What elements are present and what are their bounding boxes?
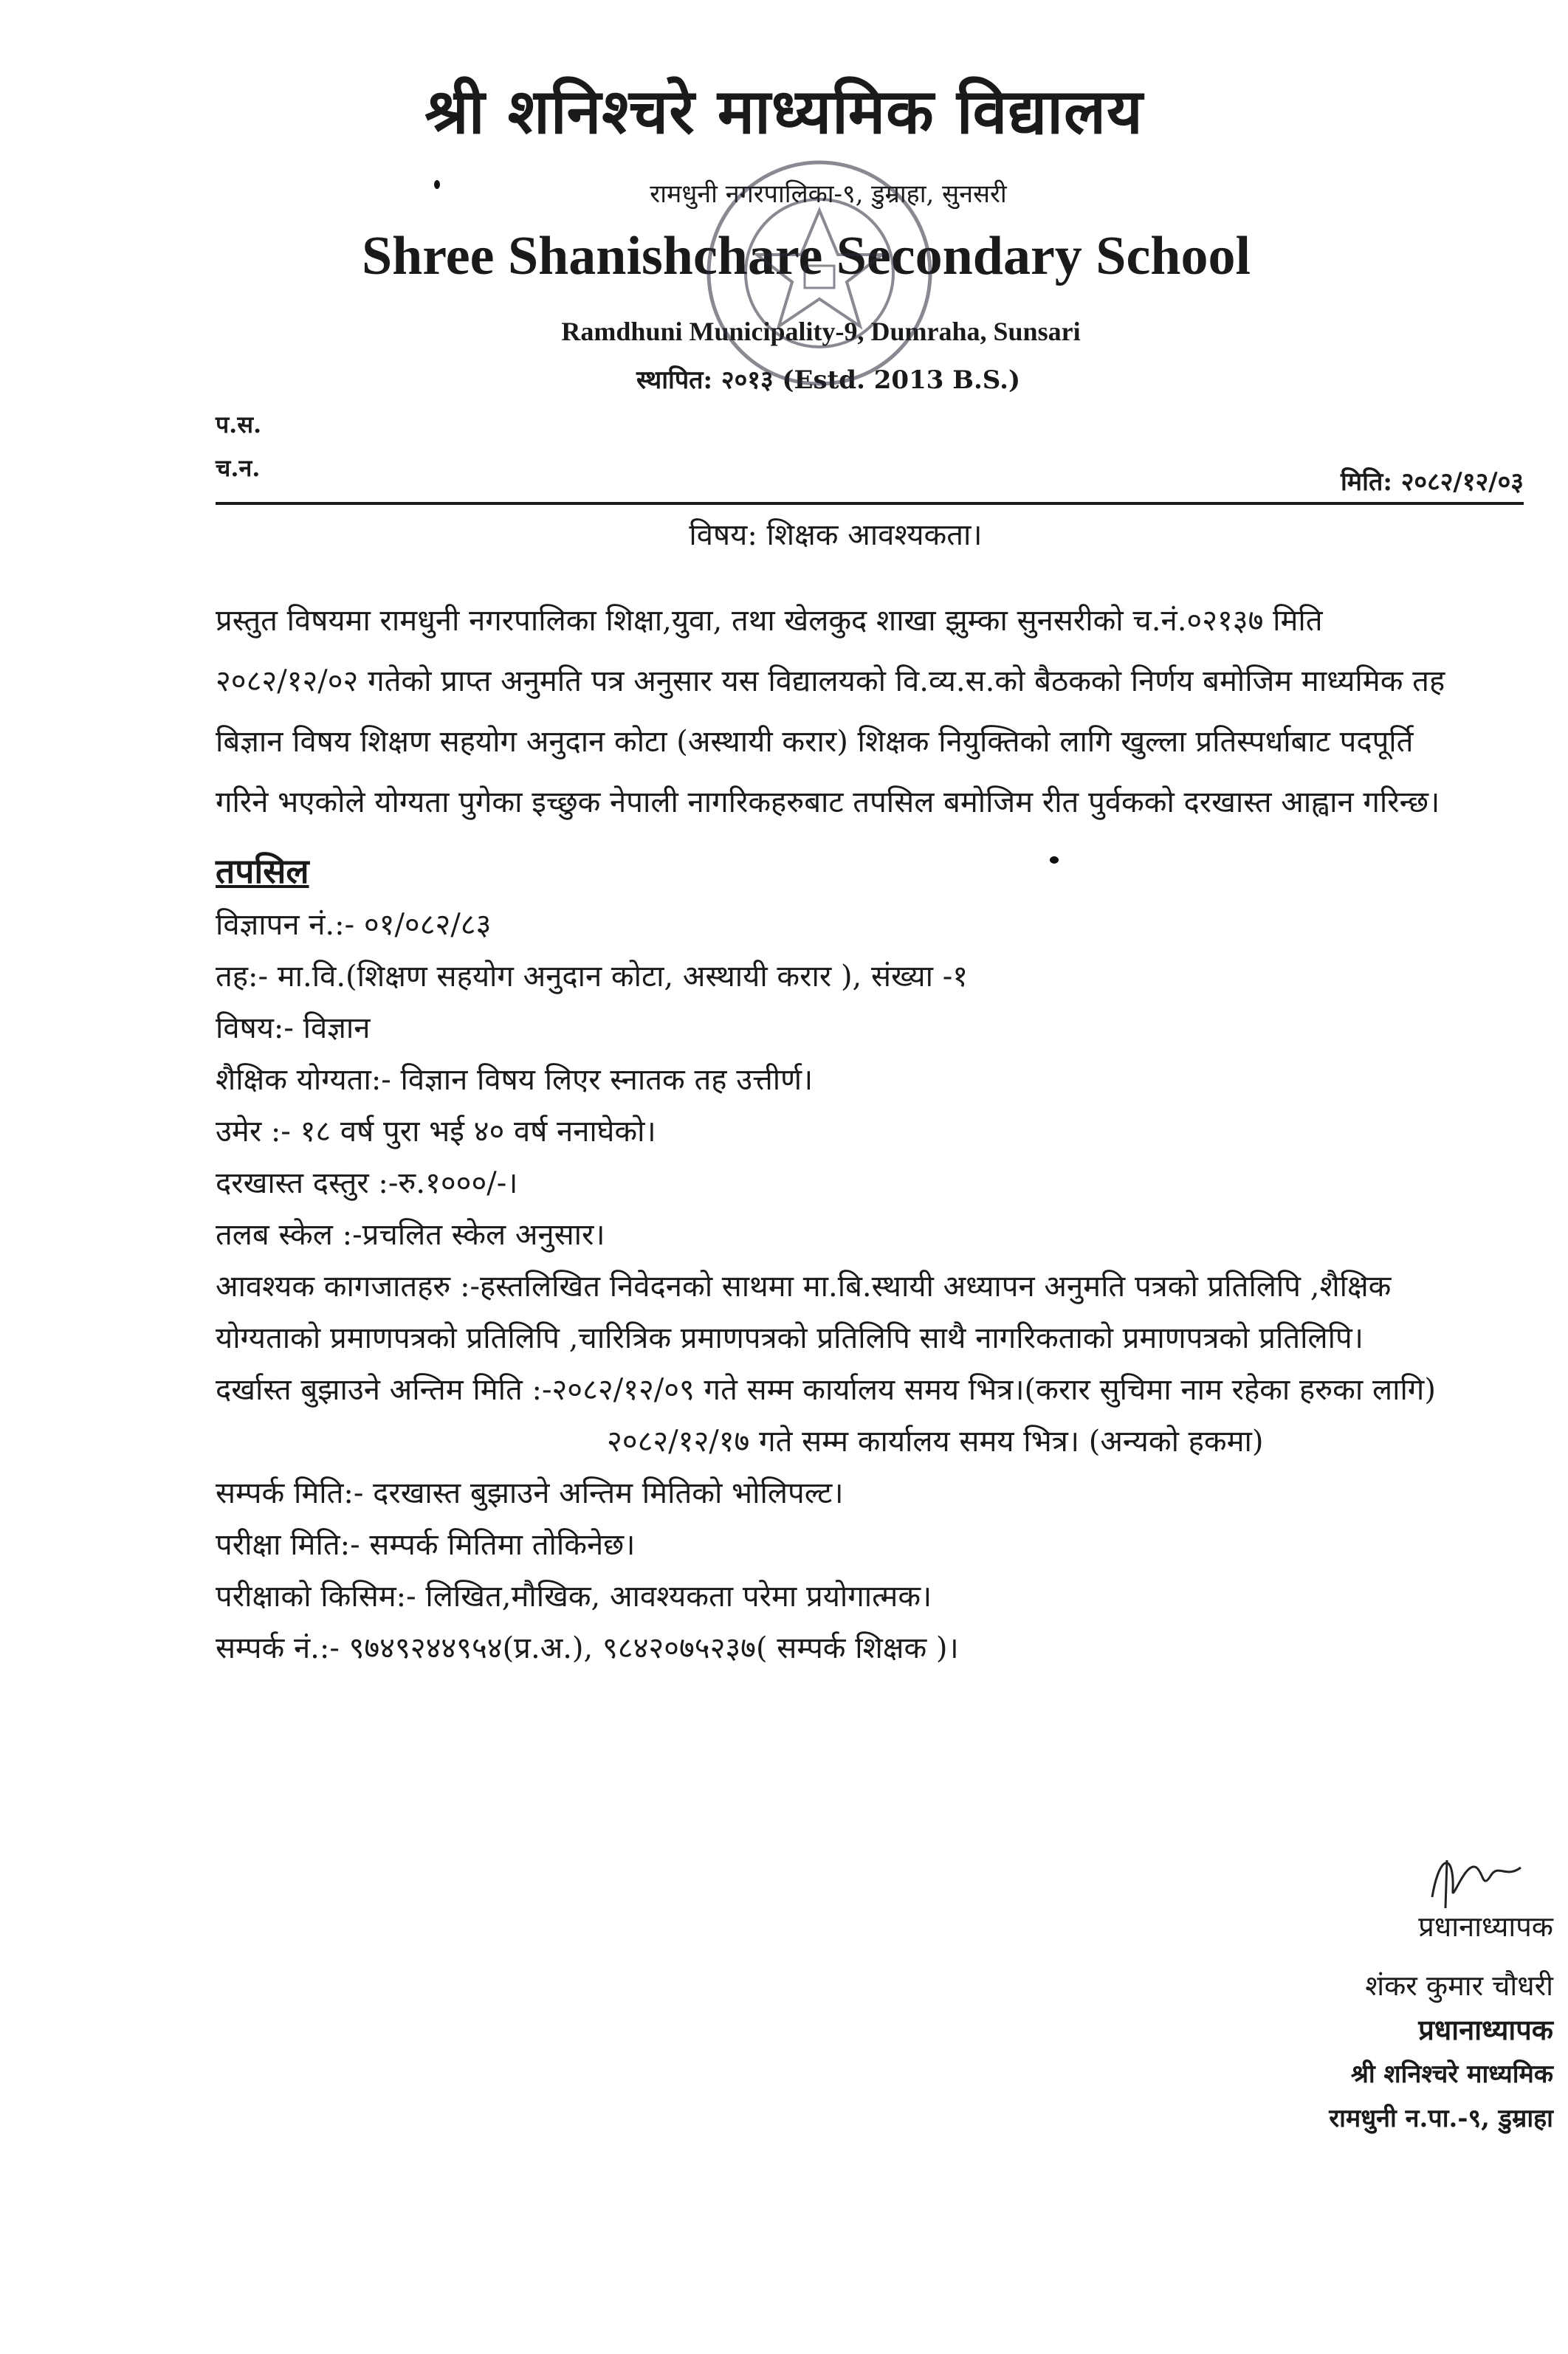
header-divider (216, 502, 1524, 505)
detail-line: परीक्षाको किसिम:- लिखित,मौखिक, आवश्यकता परेमा प्रयोगात्मक। (216, 1580, 932, 1614)
body-line: बिज्ञान विषय शिक्षण सहयोग अनुदान कोटा (अस्थायी करार) शिक्षक नियुक्तिको लागि खुल्ला प्रतिस्पर्धाबाट पदपूर्ति (216, 725, 1414, 759)
school-address-nepali: रामधुनी नगरपालिका-९, डुम्राहा, सुनसरी (650, 179, 1007, 209)
detail-line: विषय:- विज्ञान (216, 1011, 371, 1045)
established-year: स्थापित: २०१३ (Estd. 2013 B.S.) (636, 365, 1021, 395)
ink-speck (434, 180, 440, 189)
headmaster-signature (1425, 1845, 1528, 1912)
school-address-english: Ramdhuni Municipality-9, Dumraha, Sunsari (561, 317, 1081, 346)
detail-line: आवश्यक कागजातहरु :-हस्तलिखित निवेदनको साथमा मा.बि.स्थायी अध्यापन अनुमति पत्रको प्रतिलिपि ,शैक्षिक (216, 1270, 1392, 1304)
detail-line: सम्पर्क नं.:- ९७४९२४४९५४(प्र.अ.), ९८४२०७५२३७( सम्पर्क शिक्षक )। (216, 1631, 959, 1665)
signatory-name: शंकर कुमार चौधरी (1365, 1969, 1553, 2002)
detail-line: परीक्षा मिति:- सम्पर्क मितिमा तोकिनेछ। (216, 1528, 636, 1562)
dispatch-number-label: च.न. (216, 454, 261, 482)
letter-date: मिति: २०८२/१२/०३ (1341, 467, 1524, 497)
signatory-block (1329, 1904, 1553, 2141)
detail-line: २०८२/१२/१७ गते सम्म कार्यालय समय भित्र। (अन्यको हकमा) (607, 1425, 1264, 1459)
stamp-school: श्री शनिश्चरे माध्यमिक (1350, 2059, 1553, 2089)
body-line: गरिने भएकोले योग्यता पुगेका इच्छुक नेपाली नागरिकहरुबाट तपसिल बमोजिम रीत पुर्वकको दरखास्त आह्वान गरिन्छ। (216, 785, 1440, 819)
details-list (216, 899, 1544, 1674)
detail-line: विज्ञापन नं.:- ०१/०८२/८३ (216, 908, 492, 942)
detail-line: सम्पर्क मिति:- दरखास्त बुझाउने अन्तिम मितिको भोलिपल्ट। (216, 1476, 844, 1510)
school-name-nepali: श्री शनिश्चरे माध्यमिक विद्यालय (424, 75, 1144, 148)
signatory-title: प्रधानाध्यापक (1418, 1910, 1553, 1943)
detail-line: योग्यताको प्रमाणपत्रको प्रतिलिपि ,चारित्रिक प्रमाणपत्रको प्रतिलिपि साथै नागरिकताको प्रमाणपत्रको प्रतिलिपि। (216, 1321, 1364, 1355)
body-line: प्रस्तुत विषयमा रामधुनी नगरपालिका शिक्षा,युवा, तथा खेलकुद शाखा झुम्का सुनसरीको च.नं.०२१३७ मिति (216, 604, 1323, 638)
details-heading: तपसिल (216, 851, 309, 891)
letter-number-label: प.स. (216, 410, 262, 438)
detail-line: उमेर :- १८ वर्ष पुरा भई ४० वर्ष ननाघेको। (216, 1115, 656, 1149)
school-seal-stamp (701, 155, 938, 391)
notice-body (216, 591, 1544, 833)
body-line: २०८२/१२/०२ गतेको प्राप्त अनुमति पत्र अनुसार यस विद्यालयको वि.व्य.स.को बैठकको निर्णय बमोजिम माध्यमिक तह (216, 664, 1445, 698)
detail-line: दर्खास्त बुझाउने अन्तिम मिति :-२०८२/१२/०९ गते सम्म कार्यालय समय भित्र।(करार सुचिमा नाम रहेका हरुका लागि) (216, 1373, 1436, 1407)
detail-line: शैक्षिक योग्यता:- विज्ञान विषय लिएर स्नातक तह उत्तीर्ण। (216, 1063, 814, 1097)
subject-line: विषय: शिक्षक आवश्यकता। (689, 518, 983, 552)
stamp-title: प्रधानाध्यापक (1418, 2013, 1553, 2046)
stamp-address: रामधुनी न.पा.-९, डुम्राहा (1329, 2104, 1553, 2133)
detail-line: तह:- मा.वि.(शिक्षण सहयोग अनुदान कोटा, अस्थायी करार ), संख्या -१ (216, 960, 969, 994)
detail-line: तलब स्केल :-प्रचलित स्केल अनुसार। (216, 1218, 605, 1252)
detail-line: दरखास्त दस्तुर :-रु.१०००/-। (216, 1166, 518, 1200)
school-name-english: Shree Shanishchare Secondary School (361, 226, 1251, 286)
ink-speck (1050, 856, 1059, 864)
